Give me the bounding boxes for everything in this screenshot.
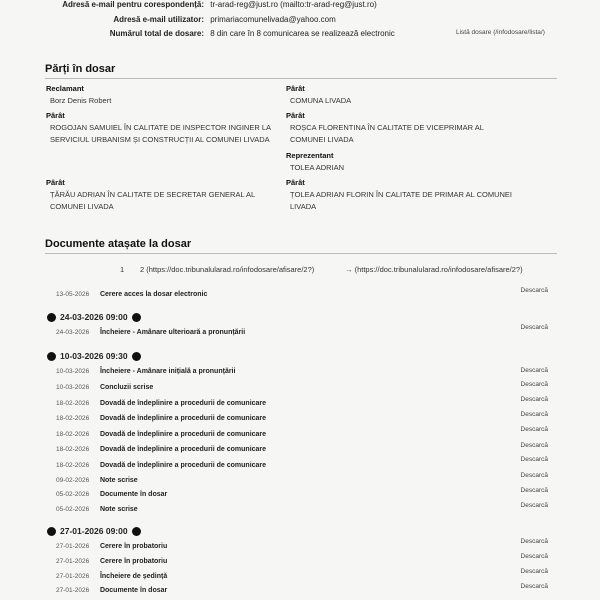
- document-title: Documente în dosar: [99, 491, 168, 498]
- document-title: Dovadă de îndeplinire a procedurii de comunicare: [99, 462, 267, 469]
- document-row: [56, 587, 167, 594]
- session-label: 27-01-2026 09:00: [60, 526, 128, 536]
- pager-page-2-link[interactable]: 2 (https://doc.tribunalularad.ro/infodosare/afisare/2?): [140, 265, 315, 274]
- party-role: Reclamant: [46, 84, 84, 93]
- session-dot-icon: [47, 352, 56, 361]
- party-left-2: [46, 177, 286, 213]
- party-role: Pârât: [46, 178, 65, 187]
- session-header: [47, 526, 141, 536]
- party-name: COMUNA LIVADA: [290, 96, 352, 105]
- document-title: Dovadă de îndeplinire a procedurii de comunicare: [99, 446, 267, 453]
- party-role: Reprezentant: [286, 151, 334, 160]
- party-role: Pârât: [286, 84, 305, 93]
- email-utilizator-label: Adresă e-mail utilizator:: [113, 15, 204, 24]
- document-date: 27-01-2026: [56, 543, 90, 550]
- party-role: Pârât: [46, 111, 65, 120]
- document-row: [56, 506, 138, 513]
- party-name: ȚOLEA ADRIAN FLORIN ÎN CALITATE DE PRIMAR AL COMUNEI LIVADA: [290, 190, 512, 211]
- session-dot-icon: [132, 352, 141, 361]
- document-title: Încheiere - Amânare inițială a pronunțării: [99, 368, 236, 375]
- download-link[interactable]: Descarcă: [520, 411, 548, 418]
- session-header: [47, 351, 141, 361]
- party-left-1: [46, 110, 286, 146]
- party-left-0: [46, 83, 286, 107]
- document-date: 27-01-2026: [56, 558, 90, 565]
- document-date: 09-02-2026: [56, 477, 90, 484]
- session-dot-icon: [132, 527, 141, 536]
- document-row: [56, 573, 167, 580]
- document-row: [56, 400, 266, 407]
- email-corespondenta-link[interactable]: tr-arad-reg@just.ro (mailto:tr-arad-reg@just.ro): [210, 0, 377, 9]
- parti-divider: [45, 78, 557, 79]
- download-link[interactable]: Descarcă: [520, 583, 548, 590]
- total-dosare-value: 8 din care în 8 comunicarea se realizează electronic: [210, 29, 395, 38]
- document-title: Dovadă de îndeplinire a procedurii de comunicare: [99, 415, 267, 422]
- download-link[interactable]: Descarcă: [520, 442, 548, 449]
- party-name: TOLEA ADRIAN: [290, 163, 345, 172]
- document-title: Note scrise: [99, 506, 138, 513]
- documente-section-title: Documente atașate la dosar: [45, 238, 192, 250]
- document-row: [56, 543, 167, 550]
- document-date: 18-02-2026: [56, 415, 90, 422]
- document-row: [56, 384, 153, 391]
- download-link[interactable]: Descarcă: [520, 568, 548, 575]
- document-date: 05-02-2026: [56, 491, 90, 498]
- document-date: 18-02-2026: [56, 446, 90, 453]
- party-name: ȚĂRĂU ADRIAN ÎN CALITATE DE SECRETAR GENERAL AL COMUNEI LIVADA: [50, 190, 255, 211]
- session-dot-icon: [132, 313, 141, 322]
- document-title: Cerere în probatoriu: [99, 558, 168, 565]
- document-title: Încheiere de ședință: [99, 573, 168, 580]
- download-link[interactable]: Descarcă: [520, 426, 548, 433]
- document-row: [56, 558, 167, 565]
- session-label: 10-03-2026 09:30: [60, 351, 128, 361]
- document-title: Încheiere - Amânare ulterioară a pronunțării: [99, 329, 246, 336]
- document-row: [56, 491, 167, 498]
- document-date: 27-01-2026: [56, 587, 90, 594]
- download-link[interactable]: Descarcă: [520, 472, 548, 479]
- document-row: [56, 329, 245, 336]
- email-utilizator-value: primariacomunelivada@yahoo.com: [210, 15, 336, 24]
- party-right-3: [286, 177, 516, 213]
- total-dosare-row: [58, 29, 395, 38]
- email-corespondenta-label: Adresă e-mail pentru corespondență:: [62, 0, 204, 9]
- email-corespondenta-row: [58, 0, 377, 9]
- party-right-0: [286, 83, 526, 107]
- party-role: Pârât: [286, 111, 305, 120]
- document-date: 13-05-2026: [56, 291, 90, 298]
- download-link[interactable]: Descarcă: [520, 456, 548, 463]
- party-right-2: [286, 150, 526, 174]
- document-title: Cerere în probatoriu: [99, 543, 168, 550]
- document-title: Concluzii scrise: [99, 384, 154, 391]
- total-dosare-label: Numărul total de dosare:: [109, 29, 204, 38]
- session-dot-icon: [47, 527, 56, 536]
- parti-section-title: Părți în dosar: [45, 63, 116, 75]
- party-right-1: [286, 110, 516, 146]
- document-title: Cerere acces la dosar electronic: [99, 291, 208, 298]
- download-link[interactable]: Descarcă: [520, 381, 548, 388]
- document-row: [56, 415, 266, 422]
- document-date: 10-03-2026: [56, 368, 90, 375]
- document-row: [56, 446, 266, 453]
- party-name: ROȘCA FLORENTINA ÎN CALITATE DE VICEPRIMAR AL COMUNEI LIVADA: [290, 123, 484, 144]
- document-title: Dovadă de îndeplinire a procedurii de comunicare: [99, 400, 267, 407]
- document-date: 27-01-2026: [56, 573, 90, 580]
- download-link[interactable]: Descarcă: [520, 396, 548, 403]
- party-name: Borz Denis Robert: [50, 96, 112, 105]
- party-name: ROGOJAN SAMUIEL ÎN CALITATE DE INSPECTOR INGINER LA SERVICIUL URBANISM ȘI CONSTRUCȚII AL COMUNEI LIVADA: [50, 123, 271, 144]
- document-row: [56, 368, 235, 375]
- lista-dosare-link[interactable]: Listă dosare (/infodosare/lista/): [456, 29, 545, 36]
- session-header: [47, 312, 141, 322]
- document-date: 18-02-2026: [56, 431, 90, 438]
- document-row: [56, 431, 266, 438]
- document-title: Note scrise: [99, 477, 138, 484]
- documente-divider: [45, 253, 557, 254]
- session-label: 24-03-2026 09:00: [60, 312, 128, 322]
- pager-page-1[interactable]: 1: [120, 265, 125, 274]
- download-link[interactable]: Descarcă: [520, 553, 548, 560]
- document-row: [56, 462, 266, 469]
- document-title: Dovadă de îndeplinire a procedurii de comunicare: [99, 431, 267, 438]
- email-utilizator-row: [58, 15, 336, 24]
- document-date: 18-02-2026: [56, 462, 90, 469]
- document-row: [56, 291, 207, 298]
- download-link[interactable]: Descarcă: [520, 287, 548, 294]
- document-title: Documente în dosar: [99, 587, 168, 594]
- download-link[interactable]: Descarcă: [520, 502, 548, 509]
- document-date: 10-03-2026: [56, 384, 90, 391]
- document-date: 24-03-2026: [56, 329, 90, 336]
- download-link[interactable]: Descarcă: [520, 367, 548, 374]
- download-link[interactable]: Descarcă: [520, 487, 548, 494]
- download-link[interactable]: Descarcă: [520, 324, 548, 331]
- document-date: 05-02-2026: [56, 506, 90, 513]
- document-date: 18-02-2026: [56, 400, 90, 407]
- pager-next-link[interactable]: → (https://doc.tribunalularad.ro/infodosare/afisare/2?): [345, 265, 523, 274]
- download-link[interactable]: Descarcă: [520, 538, 548, 545]
- party-role: Pârât: [286, 178, 305, 187]
- document-row: [56, 477, 138, 484]
- session-dot-icon: [47, 313, 56, 322]
